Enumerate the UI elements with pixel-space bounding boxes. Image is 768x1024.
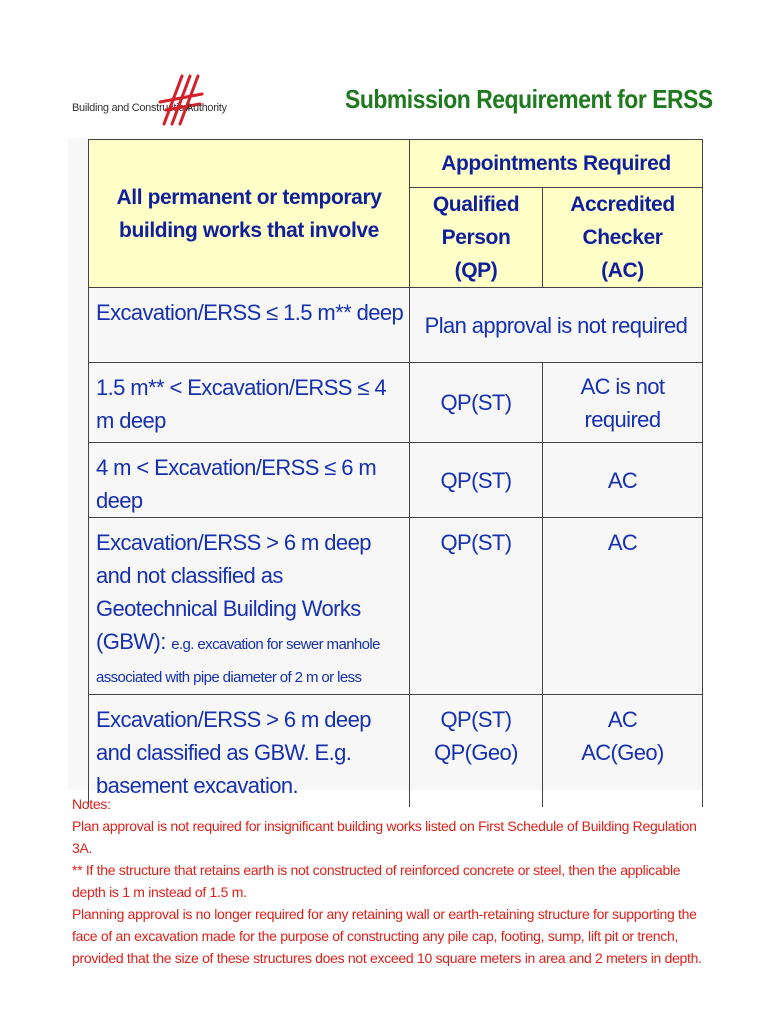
appointments-header: Appointments Required (410, 140, 703, 188)
ac-value: AC (607, 707, 638, 732)
works-header (89, 140, 410, 288)
logo-text-left: Building and Construction (72, 102, 190, 114)
ac-cell: AC is not required (543, 363, 703, 443)
condition-text: Excavation/ERSS > 6 m deep and not classified as Geotechnical Building Works (GBW): (96, 530, 371, 654)
ac-header-text: Accredited Checker (AC) (570, 193, 675, 282)
table-row (89, 695, 703, 807)
note-line: ** If the structure that retains earth is not constructed of reinforced concrete or steel, then the applicable depth is 1 m instead of 1.5 m. (72, 862, 681, 900)
qp-cell: QP(ST) (410, 363, 543, 443)
note-line: Plan approval is not required for insignificant building works listed on First Schedule of Building Regulation 3A. (72, 818, 697, 856)
ac-cell: AC (543, 443, 703, 518)
ac-geo-value: AC(Geo) (581, 740, 664, 765)
logo-text-right: Authority (186, 102, 227, 114)
page-title: Submission Requirement for ERSS (345, 84, 713, 114)
bca-logo (72, 72, 232, 128)
requirements-table (88, 139, 703, 807)
table-row (89, 288, 703, 363)
qp-header-text: Qualified Person (QP) (432, 193, 520, 282)
table-row (89, 363, 703, 443)
merged-value-cell: Plan approval is not required (410, 288, 703, 363)
qp-header (410, 188, 543, 288)
note-line: Planning approval is no longer required for any retaining wall or earth-retaining structure for supporting the face of an excavation made for the purpose of constructing any pile cap, footing, sump, lift pit or trench, provided that the size of these structures does not exceed 10 square meters in area and 2 meters in depth. (72, 906, 702, 966)
ac-header (543, 188, 703, 288)
qp-value: QP(ST) (440, 707, 512, 732)
table-row (89, 443, 703, 518)
ac-cell (543, 695, 703, 807)
table-row (89, 518, 703, 695)
condition-cell: 4 m < Excavation/ERSS ≤ 6 m deep (89, 443, 410, 518)
qp-geo-value: QP(Geo) (434, 740, 518, 765)
condition-cell: Excavation/ERSS ≤ 1.5 m** deep (89, 288, 410, 363)
qp-cell: QP(ST) (410, 518, 543, 695)
condition-cell (89, 518, 410, 695)
condition-cell: Excavation/ERSS > 6 m deep and classified as GBW. E.g. basement excavation. (89, 695, 410, 807)
qp-cell (410, 695, 543, 807)
bca-mark-icon (158, 72, 204, 126)
works-header-text: All permanent or temporary building works that involve (116, 185, 382, 242)
qp-cell: QP(ST) (410, 443, 543, 518)
ac-cell: AC (543, 518, 703, 695)
condition-example-text: e.g. excavation for sewer manhole associated with pipe diameter of 2 m or less (96, 636, 380, 686)
condition-cell: 1.5 m** < Excavation/ERSS ≤ 4 m deep (89, 363, 410, 443)
notes-section (72, 793, 712, 969)
notes-heading: Notes: (72, 796, 111, 812)
